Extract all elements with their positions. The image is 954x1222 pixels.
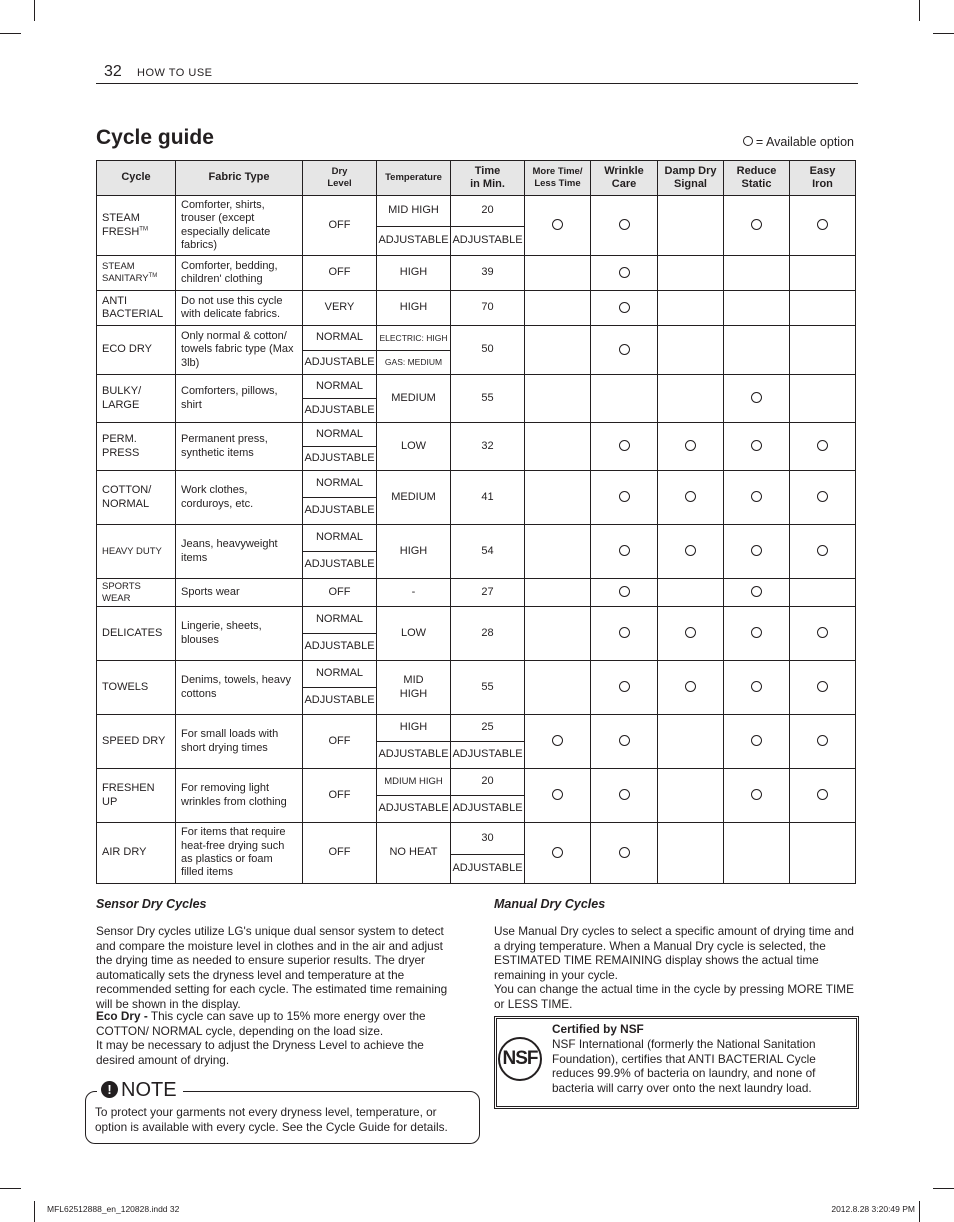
page-header <box>96 62 858 84</box>
table-row <box>97 525 856 552</box>
dry-level: NORMAL <box>303 661 377 688</box>
dry-level: VERY <box>303 291 377 326</box>
option-cell <box>658 471 724 525</box>
option-cell <box>591 196 658 256</box>
temperature: MEDIUM <box>377 471 451 525</box>
available-option-icon <box>619 267 630 278</box>
page-number: 32 <box>104 63 122 80</box>
dry-level: NORMAL <box>303 375 377 399</box>
cycle-guide-table <box>96 160 856 884</box>
time: ADJUSTABLE <box>451 796 525 823</box>
option-cell <box>525 823 591 884</box>
note-title <box>97 1079 183 1102</box>
dry-level: ADJUSTABLE <box>303 351 377 375</box>
header-damp-dry-signal: Damp Dry Signal <box>658 161 724 196</box>
temperature: - <box>377 579 451 607</box>
crop-mark <box>34 1201 35 1222</box>
available-option-icon <box>817 219 828 230</box>
option-cell <box>790 607 856 661</box>
fabric-type: For items that require heat-free drying such as plastics or foam filled items <box>176 823 303 884</box>
cycle-name: PERM. PRESS <box>97 423 176 471</box>
temperature: ADJUSTABLE <box>377 227 451 256</box>
available-option-icon <box>751 491 762 502</box>
option-cell <box>591 471 658 525</box>
nsf-heading: Certified by NSF <box>552 1022 644 1036</box>
available-option-icon <box>685 681 696 692</box>
footer-timestamp: 2012.8.28 3:20:49 PM <box>831 1204 915 1214</box>
option-cell <box>525 196 591 256</box>
option-cell <box>724 196 790 256</box>
dry-level: NORMAL <box>303 326 377 351</box>
cycle-name: ECO DRY <box>97 326 176 375</box>
dry-level: ADJUSTABLE <box>303 634 377 661</box>
cycle-name: ANTI BACTERIAL <box>97 291 176 326</box>
dry-level: OFF <box>303 256 377 291</box>
header-wrinkle-care: Wrinkle Care <box>591 161 658 196</box>
option-cell <box>525 715 591 769</box>
option-cell <box>724 471 790 525</box>
available-option-icon <box>817 789 828 800</box>
dry-level: ADJUSTABLE <box>303 688 377 715</box>
cycle-name: COTTON/ NORMAL <box>97 471 176 525</box>
cycle-name: SPORTS WEAR <box>97 579 176 607</box>
time: ADJUSTABLE <box>451 227 525 256</box>
option-cell <box>525 607 591 661</box>
available-option-icon <box>817 491 828 502</box>
fabric-type: Lingerie, sheets, blouses <box>176 607 303 661</box>
cycle-name: AIR DRY <box>97 823 176 884</box>
nsf-logo-icon: NSF <box>498 1037 542 1081</box>
available-option-icon <box>817 440 828 451</box>
option-cell <box>790 715 856 769</box>
option-cell <box>658 579 724 607</box>
cycle-name: SPEED DRY <box>97 715 176 769</box>
temperature: GAS: MEDIUM <box>377 351 451 375</box>
nsf-text: NSF International (formerly the National Sanitation Foundation), certifies that ANTI BACTERIAL Cycle reduces 99.9% of bacteria on laundry, and none of bacteria will carry over onto the next laundry load. <box>552 1037 816 1095</box>
option-cell <box>591 375 658 423</box>
table-row <box>97 769 856 796</box>
cycle-name: DELICATES <box>97 607 176 661</box>
time: 54 <box>451 525 525 579</box>
fabric-type: Permanent press, synthetic items <box>176 423 303 471</box>
available-option-icon <box>817 735 828 746</box>
option-cell <box>591 579 658 607</box>
option-cell <box>591 769 658 823</box>
option-cell <box>591 661 658 715</box>
time: 55 <box>451 661 525 715</box>
available-option-icon <box>619 219 630 230</box>
manual-dry-paragraph: Use Manual Dry cycles to select a specific amount of drying time and a drying temperature. When a Manual Dry cycle is selected, the ESTIMATED TIME REMAINING display shows the actual time remaining in your cycle. You can change the actual time in the cycle by pressing MORE TIME or LESS TIME. <box>494 924 854 1011</box>
page-title: Cycle guide <box>96 126 214 149</box>
available-option-icon <box>619 847 630 858</box>
available-option-icon <box>619 586 630 597</box>
available-option-icon <box>619 491 630 502</box>
table-row <box>97 256 856 291</box>
crop-mark <box>919 0 920 21</box>
option-cell <box>724 715 790 769</box>
eco-dry-label: Eco Dry - <box>96 1009 148 1023</box>
available-option-icon <box>552 789 563 800</box>
available-option-icon <box>552 847 563 858</box>
option-cell <box>658 525 724 579</box>
table-row <box>97 196 856 227</box>
option-cell <box>790 579 856 607</box>
option-cell <box>724 823 790 884</box>
option-cell <box>724 769 790 823</box>
option-cell <box>525 525 591 579</box>
fabric-type: Denims, towels, heavy cottons <box>176 661 303 715</box>
available-option-icon <box>619 789 630 800</box>
option-cell <box>525 326 591 375</box>
fabric-type: Sports wear <box>176 579 303 607</box>
option-cell <box>591 607 658 661</box>
time: 50 <box>451 326 525 375</box>
dry-level: OFF <box>303 715 377 769</box>
available-option-icon <box>817 545 828 556</box>
header-cycle: Cycle <box>97 161 176 196</box>
fabric-type: For small loads with short drying times <box>176 715 303 769</box>
crop-mark <box>34 0 35 21</box>
cycle-name: HEAVY DUTY <box>97 525 176 579</box>
note-text: To protect your garments not every dryness level, temperature, or option is available with every cycle. See the Cycle Guide for details. <box>95 1105 448 1134</box>
option-cell <box>724 291 790 326</box>
time: 28 <box>451 607 525 661</box>
temperature: ADJUSTABLE <box>377 796 451 823</box>
table-row <box>97 423 856 447</box>
option-cell <box>591 326 658 375</box>
fabric-type: Comforters, pillows, shirt <box>176 375 303 423</box>
temperature: ELECTRIC: HIGH <box>377 326 451 351</box>
table-row <box>97 471 856 498</box>
option-cell <box>525 471 591 525</box>
temperature: MEDIUM <box>377 375 451 423</box>
option-cell <box>658 423 724 471</box>
cycle-name: STEAM SANITARY™ <box>97 256 176 291</box>
sensor-dry-heading: Sensor Dry Cycles <box>96 897 207 911</box>
available-option-icon <box>817 681 828 692</box>
header-easy-iron: Easy Iron <box>790 161 856 196</box>
option-cell <box>658 291 724 326</box>
option-cell <box>525 423 591 471</box>
crop-mark <box>933 33 954 34</box>
table-row <box>97 607 856 634</box>
option-cell <box>525 769 591 823</box>
cycle-name: TOWELS <box>97 661 176 715</box>
option-cell <box>658 375 724 423</box>
header-time: Time in Min. <box>451 161 525 196</box>
note-label: NOTE <box>121 1079 177 1101</box>
cycle-name: STEAM FRESH™ <box>97 196 176 256</box>
option-cell <box>790 375 856 423</box>
available-option-icon <box>552 735 563 746</box>
warning-icon: ! <box>101 1081 118 1098</box>
dry-level: NORMAL <box>303 423 377 447</box>
legend-label: = Available option <box>755 135 854 149</box>
option-cell <box>724 256 790 291</box>
option-cell <box>591 823 658 884</box>
time: ADJUSTABLE <box>451 855 525 884</box>
available-option-icon <box>751 586 762 597</box>
option-cell <box>525 661 591 715</box>
available-option-icon <box>751 789 762 800</box>
option-cell <box>658 661 724 715</box>
option-cell <box>724 661 790 715</box>
table-row <box>97 715 856 742</box>
available-option-icon <box>751 392 762 403</box>
available-option-icon <box>751 440 762 451</box>
time: ADJUSTABLE <box>451 742 525 769</box>
available-option-icon <box>619 545 630 556</box>
option-cell <box>790 525 856 579</box>
time: 39 <box>451 256 525 291</box>
crop-mark <box>0 1188 21 1189</box>
header-dry-level: Dry Level <box>303 161 377 196</box>
option-cell <box>658 823 724 884</box>
available-option-icon <box>817 627 828 638</box>
option-cell <box>658 769 724 823</box>
option-cell <box>724 525 790 579</box>
dry-level: ADJUSTABLE <box>303 447 377 471</box>
header-reduce-static: Reduce Static <box>724 161 790 196</box>
manual-dry-heading: Manual Dry Cycles <box>494 897 606 911</box>
option-cell <box>724 579 790 607</box>
temperature: MID HIGH <box>377 196 451 227</box>
table-row <box>97 375 856 399</box>
available-option-icon <box>619 627 630 638</box>
option-cell <box>790 423 856 471</box>
option-cell <box>790 661 856 715</box>
table-header-row <box>97 161 856 196</box>
dry-level: NORMAL <box>303 471 377 498</box>
header-temperature: Temperature <box>377 161 451 196</box>
option-cell <box>591 423 658 471</box>
option-cell <box>724 326 790 375</box>
time: 41 <box>451 471 525 525</box>
available-option-icon <box>619 735 630 746</box>
available-option-icon <box>751 545 762 556</box>
option-cell <box>790 196 856 256</box>
cycle-name: FRESHEN UP <box>97 769 176 823</box>
temperature: HIGH <box>377 715 451 742</box>
option-cell <box>658 607 724 661</box>
option-cell <box>724 375 790 423</box>
eco-dry-paragraph: Eco Dry - This cycle can save up to 15% more energy over the COTTON/ NORMAL cycle, depending on the load size. It may be necessary to adjust the Dryness Level to achieve the desired amount of drying. <box>96 1009 426 1067</box>
option-cell <box>724 607 790 661</box>
available-option-icon <box>685 440 696 451</box>
available-option-icon <box>751 219 762 230</box>
available-option-icon <box>619 440 630 451</box>
sensor-dry-paragraph: Sensor Dry cycles utilize LG's unique dual sensor system to detect and compare the moisture level in clothes and in the air and adjust the drying time as needed to ensure superior results. The dryer automatically sets the dryness level and temperature at the recommended setting for each cycle. The estimated time remaining will be shown in the display. <box>96 924 448 1011</box>
temperature: HIGH <box>377 256 451 291</box>
crop-mark <box>933 1188 954 1189</box>
table-row <box>97 823 856 855</box>
dry-level: OFF <box>303 769 377 823</box>
option-cell <box>790 256 856 291</box>
option-cell <box>790 326 856 375</box>
table-row <box>97 579 856 607</box>
temperature: HIGH <box>377 291 451 326</box>
option-cell <box>525 291 591 326</box>
time: 55 <box>451 375 525 423</box>
fabric-type: For removing light wrinkles from clothing <box>176 769 303 823</box>
dry-level: OFF <box>303 196 377 256</box>
time: 27 <box>451 579 525 607</box>
available-option-icon <box>552 219 563 230</box>
option-cell <box>790 823 856 884</box>
fabric-type: Comforter, shirts, trouser (except especially delicate fabrics) <box>176 196 303 256</box>
crop-mark <box>0 33 21 34</box>
available-option-icon <box>619 302 630 313</box>
time: 20 <box>451 196 525 227</box>
table-row <box>97 326 856 351</box>
dry-level: OFF <box>303 823 377 884</box>
option-cell <box>591 256 658 291</box>
fabric-type: Do not use this cycle with delicate fabrics. <box>176 291 303 326</box>
dry-level: ADJUSTABLE <box>303 498 377 525</box>
time: 30 <box>451 823 525 855</box>
option-cell <box>525 579 591 607</box>
table-row <box>97 291 856 326</box>
dry-level: NORMAL <box>303 525 377 552</box>
time: 25 <box>451 715 525 742</box>
header-fabric-type: Fabric Type <box>176 161 303 196</box>
temperature: NO HEAT <box>377 823 451 884</box>
dry-level: NORMAL <box>303 607 377 634</box>
option-cell <box>790 769 856 823</box>
available-option-icon <box>685 491 696 502</box>
temperature: HIGH <box>377 525 451 579</box>
cycle-name: BULKY/ LARGE <box>97 375 176 423</box>
legend <box>743 135 854 149</box>
temperature: MID HIGH <box>377 661 451 715</box>
available-option-icon <box>751 681 762 692</box>
temperature: MDIUM HIGH <box>377 769 451 796</box>
crop-mark <box>919 1201 920 1222</box>
option-cell <box>591 291 658 326</box>
option-cell <box>525 256 591 291</box>
fabric-type: Comforter, bedding, children' clothing <box>176 256 303 291</box>
available-option-icon <box>743 136 753 146</box>
temperature: ADJUSTABLE <box>377 742 451 769</box>
temperature: LOW <box>377 607 451 661</box>
temperature: LOW <box>377 423 451 471</box>
section-label: HOW TO USE <box>137 67 213 79</box>
time: 70 <box>451 291 525 326</box>
option-cell <box>658 256 724 291</box>
dry-level: ADJUSTABLE <box>303 552 377 579</box>
fabric-type: Jeans, heavyweight items <box>176 525 303 579</box>
fabric-type: Only normal & cotton/ towels fabric type (Max 3lb) <box>176 326 303 375</box>
option-cell <box>658 196 724 256</box>
option-cell <box>790 291 856 326</box>
available-option-icon <box>619 344 630 355</box>
option-cell <box>724 423 790 471</box>
footer-filename: MFL62512888_en_120828.indd 32 <box>47 1204 180 1214</box>
time: 32 <box>451 423 525 471</box>
option-cell <box>591 525 658 579</box>
header-more-less-time: More Time/ Less Time <box>525 161 591 196</box>
available-option-icon <box>751 735 762 746</box>
available-option-icon <box>751 627 762 638</box>
available-option-icon <box>685 627 696 638</box>
dry-level: ADJUSTABLE <box>303 399 377 423</box>
dry-level: OFF <box>303 579 377 607</box>
option-cell <box>525 375 591 423</box>
fabric-type: Work clothes, corduroys, etc. <box>176 471 303 525</box>
option-cell <box>790 471 856 525</box>
option-cell <box>658 715 724 769</box>
option-cell <box>658 326 724 375</box>
available-option-icon <box>619 681 630 692</box>
table-row <box>97 661 856 688</box>
time: 20 <box>451 769 525 796</box>
available-option-icon <box>685 545 696 556</box>
option-cell <box>591 715 658 769</box>
